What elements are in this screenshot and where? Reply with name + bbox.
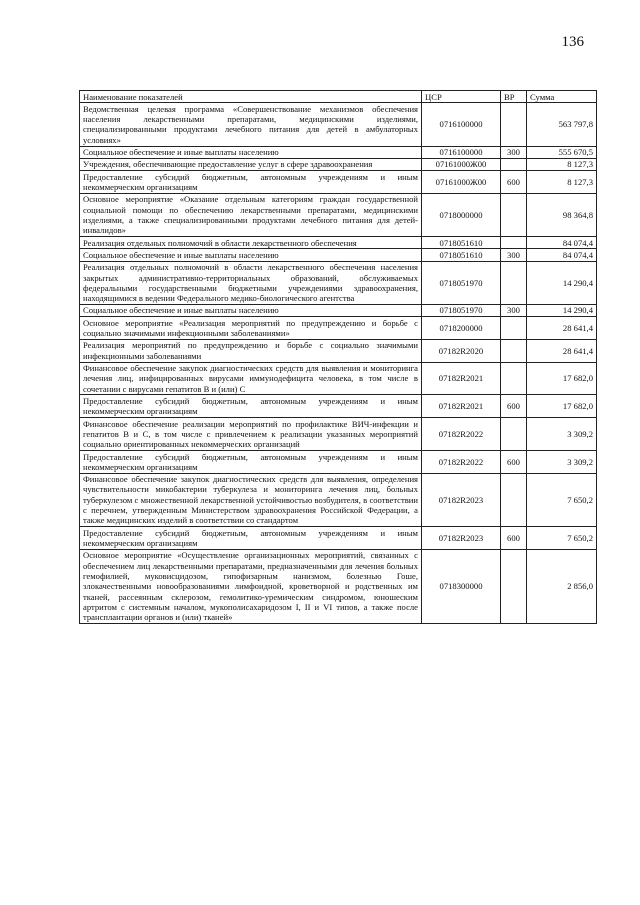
row-vr [501,261,527,304]
table-row [80,418,597,451]
page-number: 136 [561,34,584,50]
table-row [80,146,597,158]
row-vr [501,317,527,340]
row-name: Социальное обеспечение и иные выплаты населению [80,304,422,316]
table-row [80,362,597,395]
row-csr: 0716100000 [422,103,501,146]
row-csr: 0718051610 [422,237,501,249]
row-vr [501,339,527,362]
row-name: Основное мероприятие «Оказание отдельным категориям граждан государственной социальной помощи по обеспечению лекарственными препаратами, медицинскими изделиями, а также специализированными продуктами лечебного питания для детей-инвалидов» [80,193,422,236]
row-sum: 98 364,8 [527,193,597,236]
row-vr [501,193,527,236]
row-csr: 07182R2022 [422,418,501,451]
row-sum: 7 650,2 [527,527,597,550]
row-vr [501,103,527,146]
row-sum: 3 309,2 [527,451,597,474]
row-csr: 07182R2022 [422,451,501,474]
row-sum: 14 290,4 [527,304,597,316]
row-vr [501,362,527,395]
table-row [80,249,597,261]
header-name: Наименование показателей [80,91,422,103]
header-sum: Сумма [527,91,597,103]
row-csr: 0718051970 [422,261,501,304]
row-sum: 17 682,0 [527,362,597,395]
row-sum: 14 290,4 [527,261,597,304]
row-sum: 84 074,4 [527,237,597,249]
header-csr: ЦСР [422,91,501,103]
row-name: Реализация отдельных полномочий в области лекарственного обеспечения [80,237,422,249]
row-name: Предоставление субсидий бюджетным, автономным учреждениям и иным некоммерческим организациям [80,527,422,550]
row-vr: 600 [501,451,527,474]
row-csr: 0716100000 [422,146,501,158]
row-csr: 0718051610 [422,249,501,261]
row-name: Реализация мероприятий по предупреждению и борьбе с социально значимыми инфекционными заболеваниями [80,339,422,362]
row-name: Реализация отдельных полномочий в области лекарственного обеспечения населения закрытых административно-территориальных образований, обслуживаемых федеральными государственными бюджетными учреждениями здравоохранения, находящимися в ведении Федерального медико-биологического агентства [80,261,422,304]
table-row [80,158,597,170]
row-csr: 0718300000 [422,549,501,623]
row-vr [501,418,527,451]
row-vr: 600 [501,171,527,194]
row-vr [501,549,527,623]
table-row [80,473,597,527]
row-name: Предоставление субсидий бюджетным, автономным учреждениям и иным некоммерческим организациям [80,395,422,418]
row-name: Предоставление субсидий бюджетным, автономным учреждениям и иным некоммерческим организациям [80,171,422,194]
row-csr: 07182R2021 [422,362,501,395]
row-sum: 28 641,4 [527,317,597,340]
row-sum: 8 127,3 [527,158,597,170]
row-csr: 0718000000 [422,193,501,236]
row-name: Финансовое обеспечение закупок диагностических средств для выявления и мониторинга лечения лиц, инфицированных вирусами иммунодефицита человека, в том числе в сочетании с вирусами гепатитов В и (или) С [80,362,422,395]
row-csr: 07182R2020 [422,339,501,362]
row-vr: 600 [501,527,527,550]
row-vr: 300 [501,146,527,158]
table-row [80,549,597,623]
row-name: Основное мероприятие «Реализация мероприятий по предупреждению и борьбе с социально значимыми инфекционными заболеваниями» [80,317,422,340]
table-row [80,527,597,550]
row-name: Предоставление субсидий бюджетным, автономным учреждениям и иным некоммерческим организациям [80,451,422,474]
table-row [80,103,597,146]
table-row [80,339,597,362]
row-name: Финансовое обеспечение реализации мероприятий по профилактике ВИЧ-инфекции и гепатитов В и С, в том числе с привлечением к реализации указанных мероприятий социально ориентированных некоммерческих организаций [80,418,422,451]
row-sum: 7 650,2 [527,473,597,527]
row-name: Учреждения, обеспечивающие предоставление услуг в сфере здравоохранения [80,158,422,170]
row-csr: 07182R2023 [422,473,501,527]
table-row [80,261,597,304]
row-vr [501,473,527,527]
table-row [80,171,597,194]
row-name: Финансовое обеспечение закупок диагностических средств для выявления, определения чувствительности микобактерии туберкулеза и мониторинга лечения лиц, больных туберкулезом с множественной лекарственной устойчивостью возбудителя, в соответствии с перечнем, утвержденным Министерством здравоохранения Российской Федерации, а также медицинских изделий в соответствии со стандартом [80,473,422,527]
table-row [80,317,597,340]
row-csr: 07161000Ж00 [422,158,501,170]
row-vr [501,237,527,249]
row-sum: 563 797,8 [527,103,597,146]
row-sum: 8 127,3 [527,171,597,194]
row-csr: 07182R2021 [422,395,501,418]
table-row [80,395,597,418]
row-sum: 84 074,4 [527,249,597,261]
row-sum: 3 309,2 [527,418,597,451]
row-name: Ведомственная целевая программа «Совершенствование механизмов обеспечения населения лекарственными препаратами, медицинскими изделиями, специализированными продуктами лечебного питания для детей в амбулаторных условиях» [80,103,422,146]
header-vr: ВР [501,91,527,103]
row-name: Социальное обеспечение и иные выплаты населению [80,146,422,158]
row-sum: 555 670,5 [527,146,597,158]
table-row [80,193,597,236]
row-sum: 28 641,4 [527,339,597,362]
row-csr: 07161000Ж00 [422,171,501,194]
row-vr: 300 [501,304,527,316]
table-row [80,451,597,474]
table-row [80,237,597,249]
row-vr: 600 [501,395,527,418]
row-name: Основное мероприятие «Осуществление организационных мероприятий, связанных с обеспечением лиц лекарственными препаратами, предназначенными для лечения больных гемофилией, муковисцидозом, гипофизарным нанизмом, болезнью Гоше, злокачественными новообразованиями лимфоидной, кроветворной и родственных им тканей, рассеянным склерозом, гемолитико-уремическим синдромом, юношеским артритом с системным началом, мукополисахаридозом I, II и VI типов, а также после трансплантации органов и (или) тканей» [80,549,422,623]
row-csr: 0718200000 [422,317,501,340]
row-vr: 300 [501,249,527,261]
table-row [80,304,597,316]
row-name: Социальное обеспечение и иные выплаты населению [80,249,422,261]
table-header-row [80,91,597,103]
budget-table [79,90,597,624]
row-csr: 0718051970 [422,304,501,316]
row-vr [501,158,527,170]
row-sum: 17 682,0 [527,395,597,418]
row-csr: 07182R2023 [422,527,501,550]
row-sum: 2 856,0 [527,549,597,623]
